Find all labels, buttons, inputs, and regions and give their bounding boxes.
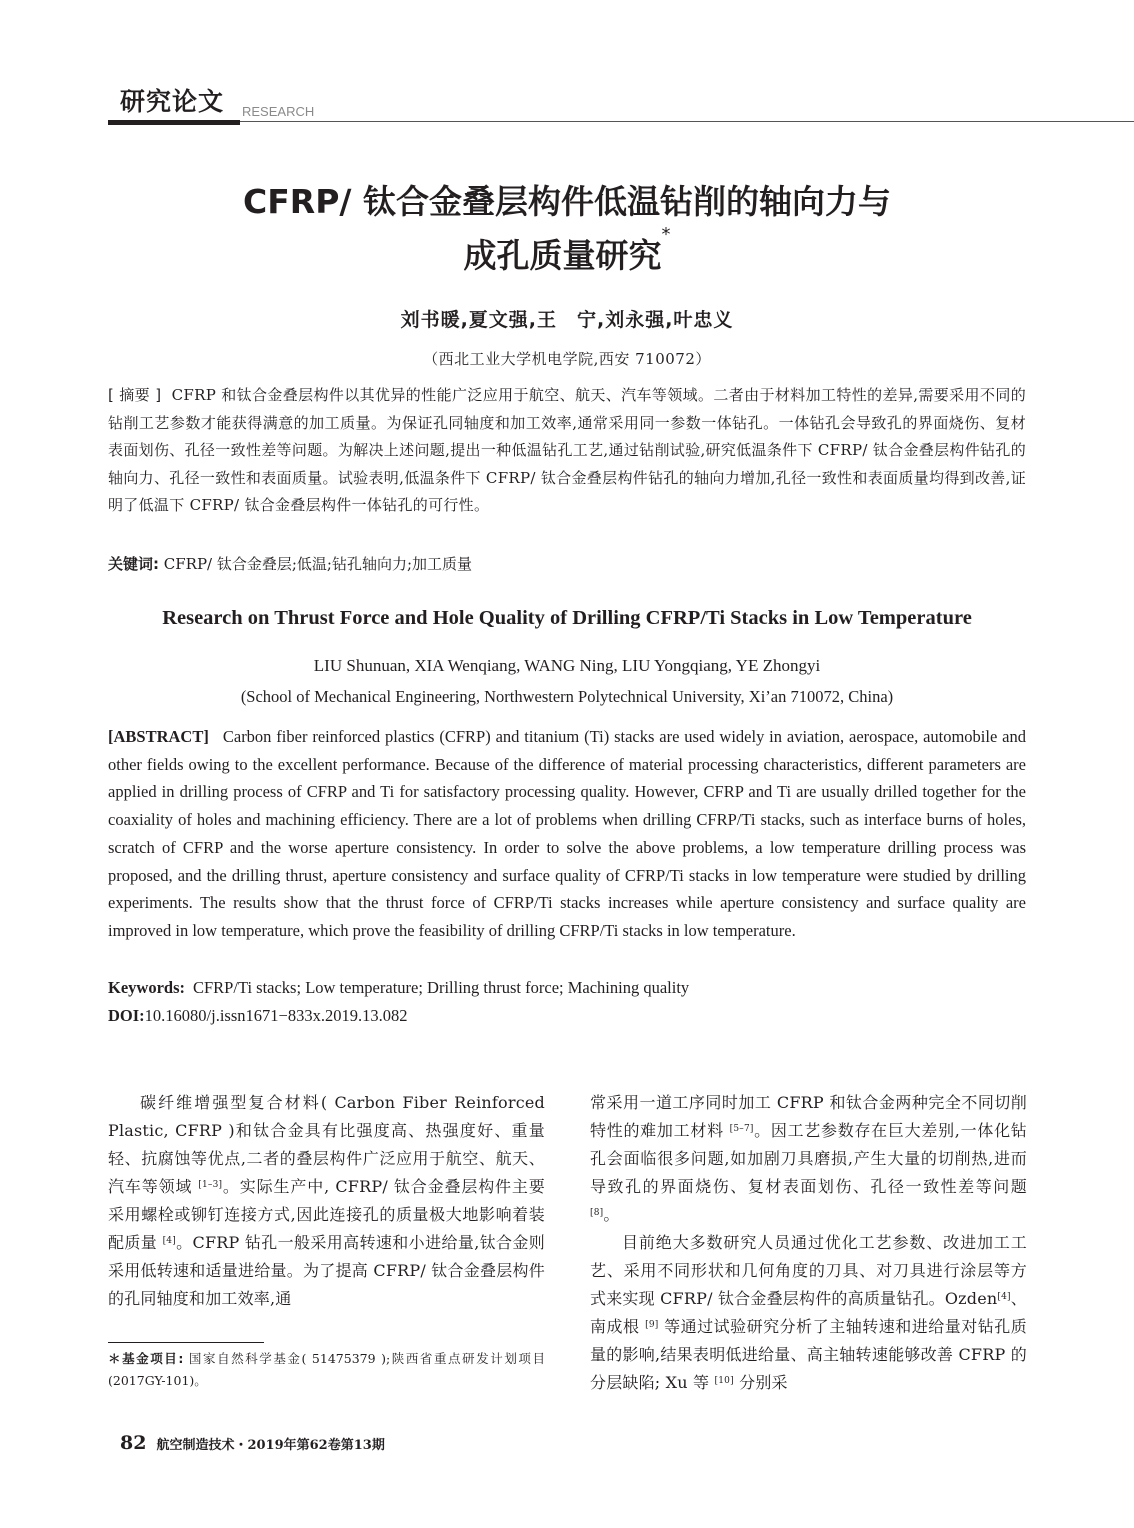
section-label-en: RESEARCH	[242, 104, 315, 119]
authors-cn: 刘书暖,夏文强,王 宁,刘永强,叶忠义	[400, 309, 734, 331]
section-label-cn: 研究论文	[120, 87, 225, 116]
body-text: 。实际生产中, CFRP/ 钛合金叠层构件主要采用螺栓或铆钉连接方式,因此连接孔的质量极大地影响着装配质量	[108, 1177, 545, 1252]
body-paragraph	[590, 1089, 1027, 1229]
body-column-left	[108, 1089, 545, 1313]
body-text: 等通过试验研究分析了主轴转速和进给量对钻孔质量的影响,结果表明低进给量、高主轴转速能够改善 CFRP 的分层缺陷; Xu 等	[590, 1317, 1028, 1392]
footnote-text: 国家自然科学基金( 51475379 );陕西省重点研发计划项目 (2017GY-101)。	[108, 1351, 545, 1388]
citation-ref: [10]	[714, 1376, 734, 1386]
title-cn-line2	[100, 224, 1034, 277]
body-text: 。因工艺参数存在巨大差别,一体化钻孔会面临很多问题,如加剧刀具磨损,产生大量的切削热,进而导致孔的界面烧伤、复材表面划伤、孔径一致性差等问题	[590, 1121, 1027, 1196]
page-footer	[120, 1432, 385, 1454]
keywords-en-text: CFRP/Ti stacks; Low temperature; Drilling thrust force; Machining quality	[193, 978, 690, 997]
keywords-cn-label: 关键词:	[108, 555, 159, 573]
keywords-en-label: Keywords:	[108, 978, 185, 997]
citation-ref: [4]	[997, 1292, 1011, 1302]
title-cn-line1: CFRP/ 钛合金叠层构件低温钻削的轴向力与	[243, 182, 891, 221]
doi-label: DOI:	[108, 1006, 145, 1025]
keywords-cn-text: CFRP/ 钛合金叠层;低温;钻孔轴向力;加工质量	[163, 555, 473, 573]
abstract-en-text: Carbon fiber reinforced plastics (CFRP) and titanium (Ti) stacks are used widely in aviation, aerospace, automobile and other fields owing to the excellent performance. Because of the difference of material processing characteristics, different parameters are applied in drilling process of CFRP and Ti for satisfactory processing quality. However, CFRP and Ti are usually drilled together for the coaxiality of holes and machining efficiency. There are a lot of problems when drilling CFRP/Ti stacks, such as interface burns of holes, scratch of CFRP and the worse aperture consistency. In order to solve the above problems, a low temperature drilling process was proposed, and the drilling thrust, aperture consistency and surface quality of CFRP/Ti stacks in low temperature were studied by drilling experiments. The results show that the thrust force of CFRP/Ti stacks increases while aperture consistency and surface quality are improved in low temperature, which prove the feasibility of drilling CFRP/Ti stacks in low temperature.	[108, 727, 1026, 940]
body-text: 碳纤维增强型复合材料( Carbon Fiber Reinforced Plastic, CFRP )和钛合金具有比强度高、热强度好、重量轻、抗腐蚀等优点,二者的叠层构件广泛应用于航空、航天、汽车等领域	[108, 1093, 545, 1196]
header-rule-thick	[108, 120, 240, 125]
citation-ref: [5–7]	[729, 1124, 754, 1134]
body-text: 目前绝大多数研究人员通过优化工艺参数、改进加工工艺、采用不同形状和几何角度的刀具、对刀具进行涂层等方式来实现 CFRP/ 钛合金叠层构件的高质量钻孔。Ozden	[590, 1233, 1027, 1308]
body-paragraph	[108, 1089, 545, 1313]
body-text: 。	[603, 1205, 620, 1224]
abstract-cn	[108, 382, 1026, 520]
authors-en: LIU Shunuan, XIA Wenqiang, WANG Ning, LIU Yongqiang, YE Zhongyi	[313, 656, 821, 675]
abstract-en-label: [ABSTRACT]	[108, 727, 209, 746]
doi-text: 10.16080/j.issn1671−833x.2019.13.082	[144, 1006, 408, 1025]
body-column-right	[590, 1089, 1027, 1397]
abstract-cn-text: CFRP 和钛合金叠层构件以其优异的性能广泛应用于航空、航天、汽车等领域。二者由于材料加工特性的差异,需要采用不同的钻削工艺参数才能获得满意的加工质量。为保证孔同轴度和加工效率,通常采用同一参数一体钻孔。一体钻孔会导致孔的界面烧伤、复材表面划伤、孔径一致性差等问题。为解决上述问题,提出一种低温钻孔工艺,通过钻削试验,研究低温条件下 CFRP/ 钛合金叠层构件钻孔的轴向力、孔径一致性和表面质量。试验表明,低温条件下 CFRP/ 钛合金叠层构件钻孔的轴向力增加,孔径一致性和表面质量均得到改善,证明了低温下 CFRP/ 钛合金叠层构件一体钻孔的可行性。	[108, 386, 1026, 514]
header-rule-thin	[240, 121, 1134, 122]
affiliation-cn: （西北工业大学机电学院,西安 710072）	[423, 350, 711, 368]
title-cn-line2-text: 成孔质量研究	[463, 236, 662, 275]
keywords-en	[108, 974, 1026, 1001]
body-paragraph	[590, 1229, 1027, 1397]
citation-ref: [9]	[645, 1320, 659, 1330]
footnote	[108, 1348, 545, 1392]
abstract-cn-label: [ 摘要 ]	[108, 386, 162, 404]
doi	[108, 1002, 1026, 1029]
body-text: 常采用一道工序同时加工 CFRP 和钛合金两种完全不同切削特性的难加工材料	[590, 1093, 1027, 1140]
body-text: 。CFRP 钻孔一般采用高转速和小进给量,钛合金则采用低转速和适量进给量。为了提高 CFRP/ 钛合金叠层构件的孔同轴度和加工效率,通	[108, 1233, 545, 1308]
affiliation-en: (School of Mechanical Engineering, Northwestern Polytechnical University, Xi’an 710072, China)	[240, 687, 894, 706]
body-text: 分别采	[733, 1373, 788, 1392]
page-number: 82	[120, 1432, 147, 1454]
citation-ref: [8]	[590, 1208, 604, 1218]
abstract-en	[108, 723, 1026, 945]
citation-ref: [1–3]	[198, 1180, 223, 1190]
body-text: 、南成根	[590, 1289, 1027, 1336]
footnote-label: ＊基金项目:	[108, 1351, 184, 1366]
keywords-cn	[108, 552, 1026, 576]
footnote-rule	[108, 1342, 264, 1343]
title-footnote-mark: *	[661, 224, 671, 245]
title-en: Research on Thrust Force and Hole Quality of Drilling CFRP/Ti Stacks in Low Temperature	[162, 607, 972, 629]
citation-ref: [4]	[162, 1236, 176, 1246]
journal-issue: 航空制造技术・2019年第62卷第13期	[156, 1438, 385, 1453]
